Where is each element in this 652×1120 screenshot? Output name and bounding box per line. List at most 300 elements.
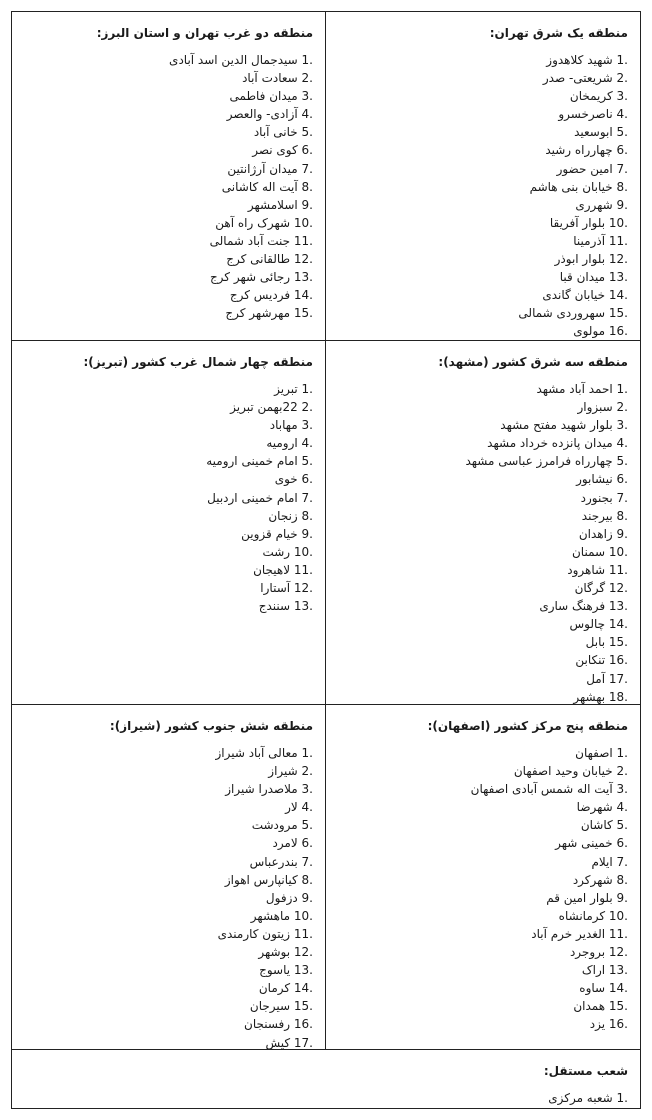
list-item bbox=[20, 1034, 313, 1050]
item-number: 14. bbox=[608, 981, 628, 996]
branch-name: فردیس کرج bbox=[229, 288, 291, 303]
branch-name: شهید کلاهدوز bbox=[546, 53, 613, 67]
branch-name: سعادت آباد bbox=[242, 71, 298, 86]
branch-name: میدان پانزده خرداد مشهد bbox=[487, 436, 613, 451]
list-item bbox=[334, 744, 628, 762]
item-number: 6. bbox=[301, 472, 313, 487]
branch-name: دزفول bbox=[265, 890, 298, 905]
branch-name: زیتون کارمندی bbox=[217, 926, 291, 941]
branch-name: رجائی شهر کرج bbox=[209, 270, 291, 285]
list-item bbox=[20, 507, 313, 525]
branch-list bbox=[334, 380, 628, 704]
list-item bbox=[20, 762, 313, 780]
branch-name: کرمان bbox=[258, 981, 291, 996]
branch-name: کریمخان bbox=[569, 89, 613, 104]
item-number: 6. bbox=[616, 836, 628, 851]
list-item bbox=[20, 816, 313, 834]
item-number: 2. bbox=[616, 71, 628, 86]
region-cell bbox=[326, 341, 640, 704]
item-number: 13. bbox=[608, 599, 628, 614]
branch-name: شهرکرد bbox=[572, 872, 613, 887]
item-number: 9. bbox=[616, 890, 628, 905]
branch-name: بلوار آفریقا bbox=[549, 215, 606, 230]
item-number: 8. bbox=[301, 179, 313, 194]
item-number: 17. bbox=[293, 1035, 313, 1049]
item-number: 16. bbox=[293, 1017, 313, 1032]
list-item bbox=[20, 798, 313, 816]
item-number: 10. bbox=[608, 215, 628, 230]
branch-name: امین حضور bbox=[556, 161, 613, 176]
branch-name: بلوار ابوذر bbox=[554, 252, 606, 267]
branch-name: بندرعباس bbox=[249, 854, 298, 869]
item-number: 6. bbox=[301, 836, 313, 851]
branch-table bbox=[11, 11, 641, 1109]
list-item bbox=[20, 997, 313, 1015]
branch-name: بیرجند bbox=[581, 508, 613, 523]
item-number: 7. bbox=[616, 490, 628, 505]
item-number: 15. bbox=[608, 999, 628, 1014]
list-item bbox=[20, 470, 313, 488]
branch-name: شاهرود bbox=[567, 562, 606, 577]
branch-name: الغدیر خرم آباد bbox=[531, 926, 606, 941]
item-number: 5. bbox=[301, 125, 313, 140]
item-number: 1. bbox=[301, 53, 313, 67]
list-item bbox=[334, 907, 628, 925]
item-number: 8. bbox=[301, 872, 313, 887]
region-cell bbox=[326, 705, 640, 1049]
branch-name: کیانپارس اهواز bbox=[224, 872, 298, 887]
item-number: 3. bbox=[616, 89, 628, 104]
branch-name: زنجان bbox=[268, 508, 298, 523]
branch-name: یزد bbox=[589, 1017, 606, 1032]
branch-name: آذرمینا bbox=[573, 233, 606, 248]
list-item bbox=[334, 268, 628, 286]
item-number: 5. bbox=[616, 818, 628, 833]
region-title: منطقه یک شرق تهران: bbox=[489, 26, 628, 40]
item-number: 15. bbox=[608, 306, 628, 321]
item-number: 4. bbox=[301, 436, 313, 451]
item-number: 5. bbox=[301, 454, 313, 469]
item-number: 1. bbox=[616, 53, 628, 67]
list-item bbox=[20, 434, 313, 452]
region-title: منطقه سه شرق کشور (مشهد): bbox=[438, 355, 628, 369]
branch-name: امام خمینی اردبیل bbox=[207, 490, 298, 505]
list-item bbox=[20, 214, 313, 232]
branch-name: شهرضا bbox=[576, 800, 613, 815]
item-number: 15. bbox=[293, 306, 313, 321]
branch-name: بلوار امین قم bbox=[546, 890, 613, 905]
branch-name: آستارا bbox=[260, 581, 291, 596]
item-number: 6. bbox=[616, 143, 628, 158]
item-number: 1. bbox=[301, 746, 313, 760]
branch-name: مهاباد bbox=[269, 418, 298, 433]
branch-name: کیش bbox=[265, 1035, 291, 1049]
item-number: 11. bbox=[608, 562, 628, 577]
branch-name: سیرجان bbox=[249, 999, 291, 1014]
list-item bbox=[334, 304, 628, 322]
branch-list bbox=[20, 744, 313, 1049]
list-item bbox=[334, 688, 628, 704]
region-title: منطقه چهار شمال غرب کشور (تبریز): bbox=[83, 355, 313, 369]
branch-name: کاشان bbox=[580, 818, 613, 833]
list-item bbox=[20, 123, 313, 141]
item-number: 16. bbox=[608, 653, 628, 668]
region-cell bbox=[12, 12, 326, 340]
item-number: 16. bbox=[608, 1017, 628, 1032]
list-item bbox=[334, 561, 628, 579]
branch-name: مرودشت bbox=[251, 818, 298, 833]
item-number: 7. bbox=[301, 490, 313, 505]
list-item bbox=[20, 579, 313, 597]
list-item bbox=[334, 470, 628, 488]
item-number: 7. bbox=[616, 161, 628, 176]
branch-name: شیراز bbox=[268, 764, 298, 779]
branch-name: خمینی شهر bbox=[555, 836, 613, 851]
item-number: 5. bbox=[616, 454, 628, 469]
list-item bbox=[334, 416, 628, 434]
branch-name: رشت bbox=[262, 544, 291, 559]
branch-name: شعبه مرکزی bbox=[548, 1091, 613, 1105]
branch-name: احمد آباد مشهد bbox=[536, 382, 613, 396]
item-number: 4. bbox=[301, 107, 313, 122]
item-number: 3. bbox=[301, 782, 313, 797]
item-number: 8. bbox=[616, 179, 628, 194]
item-number: 14. bbox=[293, 288, 313, 303]
list-item bbox=[20, 744, 313, 762]
branch-name: 22بهمن تبریز bbox=[230, 400, 298, 415]
item-number: 10. bbox=[293, 908, 313, 923]
branch-name: ماهشهر bbox=[250, 908, 291, 923]
list-item bbox=[20, 889, 313, 907]
branch-name: سمنان bbox=[571, 544, 606, 559]
branch-name: تبریز bbox=[274, 382, 298, 396]
branch-list bbox=[334, 744, 628, 1034]
region-title: منطقه دو غرب تهران و استان البرز: bbox=[96, 26, 313, 40]
item-number: 8. bbox=[301, 508, 313, 523]
branch-name: سهروردی شمالی bbox=[518, 306, 606, 321]
branch-name: خیابان بنی هاشم bbox=[529, 179, 613, 194]
item-number: 11. bbox=[608, 233, 628, 248]
table-row bbox=[12, 1050, 640, 1108]
item-number: 7. bbox=[301, 854, 313, 869]
list-item bbox=[20, 561, 313, 579]
branch-name: نیشابور bbox=[576, 472, 613, 487]
item-number: 5. bbox=[616, 125, 628, 140]
item-number: 3. bbox=[616, 782, 628, 797]
branch-name: بروجرد bbox=[569, 945, 606, 960]
list-item bbox=[334, 160, 628, 178]
branch-name: لار bbox=[285, 800, 298, 815]
item-number: 2. bbox=[301, 71, 313, 86]
branch-name: لاهیجان bbox=[253, 562, 291, 577]
item-number: 4. bbox=[616, 107, 628, 122]
item-number: 13. bbox=[293, 963, 313, 978]
list-item bbox=[334, 871, 628, 889]
list-item bbox=[334, 762, 628, 780]
list-item bbox=[334, 780, 628, 798]
branch-name: ارومیه bbox=[266, 436, 298, 451]
list-item bbox=[334, 633, 628, 651]
item-number: 9. bbox=[301, 526, 313, 541]
branch-name: تنکابن bbox=[575, 653, 606, 668]
branch-list bbox=[334, 51, 628, 340]
branch-name: آیت اله شمس آبادی اصفهان bbox=[470, 782, 613, 797]
branch-name: ابوسعید bbox=[574, 125, 613, 140]
list-item bbox=[20, 69, 313, 87]
branch-name: ایلام bbox=[591, 854, 613, 869]
list-item bbox=[20, 979, 313, 997]
list-item bbox=[334, 141, 628, 159]
branch-list bbox=[20, 51, 313, 322]
branch-name: سبزوار bbox=[577, 400, 613, 415]
item-number: 3. bbox=[616, 418, 628, 433]
list-item bbox=[20, 268, 313, 286]
list-item bbox=[334, 597, 628, 615]
list-item bbox=[334, 615, 628, 633]
list-item bbox=[20, 943, 313, 961]
branch-name: چهارراه فرامرز عباسی مشهد bbox=[465, 454, 613, 469]
item-number: 2. bbox=[301, 764, 313, 779]
item-number: 13. bbox=[293, 599, 313, 614]
list-item bbox=[334, 232, 628, 250]
item-number: 12. bbox=[608, 252, 628, 267]
list-item bbox=[20, 160, 313, 178]
list-item bbox=[334, 834, 628, 852]
list-item bbox=[334, 286, 628, 304]
branch-name: کرمانشاه bbox=[558, 908, 606, 923]
list-item bbox=[20, 51, 313, 69]
branch-name: خیام قزوین bbox=[241, 526, 298, 541]
list-item bbox=[20, 489, 313, 507]
list-item bbox=[20, 1015, 313, 1033]
table-row bbox=[12, 705, 640, 1050]
item-number: 4. bbox=[616, 436, 628, 451]
branch-name: بجنورد bbox=[580, 490, 613, 505]
item-number: 9. bbox=[616, 197, 628, 212]
item-number: 4. bbox=[301, 800, 313, 815]
branch-name: خیابان وحید اصفهان bbox=[513, 764, 613, 779]
branch-list bbox=[20, 380, 313, 615]
item-number: 10. bbox=[608, 544, 628, 559]
item-number: 15. bbox=[293, 999, 313, 1014]
item-number: 18. bbox=[608, 689, 628, 704]
branch-name: کوی نصر bbox=[252, 143, 298, 158]
item-number: 12. bbox=[293, 581, 313, 596]
region-cell bbox=[12, 705, 326, 1049]
branch-name: سنندج bbox=[258, 599, 291, 614]
list-item bbox=[334, 250, 628, 268]
item-number: 9. bbox=[616, 526, 628, 541]
list-item bbox=[20, 141, 313, 159]
list-item bbox=[20, 925, 313, 943]
branch-name: یاسوج bbox=[259, 963, 291, 978]
list-item bbox=[334, 525, 628, 543]
branch-name: میدان قبا bbox=[559, 270, 606, 285]
list-item bbox=[20, 871, 313, 889]
item-number: 1. bbox=[616, 382, 628, 396]
list-item bbox=[334, 925, 628, 943]
branch-name: گرگان bbox=[574, 581, 606, 596]
list-item bbox=[334, 579, 628, 597]
item-number: 4. bbox=[616, 800, 628, 815]
item-number: 10. bbox=[293, 215, 313, 230]
region-cell bbox=[326, 12, 640, 340]
list-item bbox=[20, 232, 313, 250]
list-item bbox=[334, 69, 628, 87]
branch-name: ناصرخسرو bbox=[558, 107, 613, 122]
list-item bbox=[334, 123, 628, 141]
item-number: 2. bbox=[616, 764, 628, 779]
item-number: 11. bbox=[293, 926, 313, 941]
list-item bbox=[20, 416, 313, 434]
list-item bbox=[20, 543, 313, 561]
list-item bbox=[20, 525, 313, 543]
branch-name: بلوار شهید مفتح مشهد bbox=[500, 418, 613, 433]
item-number: 7. bbox=[301, 161, 313, 176]
item-number: 11. bbox=[293, 562, 313, 577]
table-row bbox=[12, 12, 640, 341]
list-item bbox=[334, 507, 628, 525]
list-item bbox=[20, 380, 313, 398]
list-item bbox=[334, 979, 628, 997]
branch-name: آیت اله کاشانی bbox=[221, 179, 298, 194]
item-number: 1. bbox=[616, 1091, 628, 1105]
item-number: 12. bbox=[608, 945, 628, 960]
table-row bbox=[12, 341, 640, 705]
item-number: 9. bbox=[301, 890, 313, 905]
branch-name: آمل bbox=[586, 671, 606, 686]
item-number: 3. bbox=[301, 418, 313, 433]
list-item bbox=[20, 196, 313, 214]
list-item bbox=[20, 304, 313, 322]
list-item bbox=[20, 178, 313, 196]
list-item bbox=[334, 434, 628, 452]
branch-name: خیابان گاندی bbox=[542, 288, 606, 303]
region-title: شعب مستقل: bbox=[543, 1064, 628, 1078]
item-number: 12. bbox=[293, 252, 313, 267]
item-number: 16. bbox=[608, 324, 628, 339]
list-item bbox=[334, 961, 628, 979]
item-number: 14. bbox=[293, 981, 313, 996]
list-item bbox=[334, 889, 628, 907]
branch-name: بابل bbox=[585, 635, 606, 650]
branch-name: فرهنگ ساری bbox=[539, 599, 606, 614]
branch-name: شریعتی- صدر bbox=[542, 71, 613, 86]
list-item bbox=[334, 380, 628, 398]
list-item bbox=[334, 489, 628, 507]
item-number: 10. bbox=[608, 908, 628, 923]
list-item bbox=[334, 196, 628, 214]
item-number: 5. bbox=[301, 818, 313, 833]
region-title: منطقه شش جنوب کشور (شیراز): bbox=[109, 719, 313, 733]
item-number: 8. bbox=[616, 508, 628, 523]
list-item bbox=[20, 907, 313, 925]
branch-name: خانی آباد bbox=[253, 125, 298, 140]
branch-name: امام خمینی ارومیه bbox=[206, 454, 298, 469]
list-item bbox=[20, 597, 313, 615]
item-number: 15. bbox=[608, 635, 628, 650]
item-number: 12. bbox=[293, 945, 313, 960]
list-item bbox=[20, 250, 313, 268]
branch-name: ساوه bbox=[579, 981, 606, 996]
item-number: 9. bbox=[301, 197, 313, 212]
branch-name: بهشهر bbox=[573, 689, 606, 704]
item-number: 6. bbox=[301, 143, 313, 158]
item-number: 2. bbox=[616, 400, 628, 415]
list-item bbox=[20, 286, 313, 304]
list-item bbox=[334, 178, 628, 196]
item-number: 12. bbox=[608, 581, 628, 596]
item-number: 13. bbox=[608, 270, 628, 285]
branch-list bbox=[20, 1089, 628, 1107]
item-number: 13. bbox=[293, 270, 313, 285]
list-item bbox=[20, 853, 313, 871]
list-item bbox=[334, 105, 628, 123]
list-item bbox=[334, 670, 628, 688]
item-number: 10. bbox=[293, 544, 313, 559]
item-number: 1. bbox=[301, 382, 313, 396]
branch-name: آزادی- والعصر bbox=[226, 107, 298, 122]
list-item bbox=[334, 816, 628, 834]
list-item bbox=[334, 651, 628, 669]
region-cell bbox=[12, 1050, 640, 1108]
list-item bbox=[334, 87, 628, 105]
item-number: 14. bbox=[608, 288, 628, 303]
list-item bbox=[20, 780, 313, 798]
branch-name: جنت آباد شمالی bbox=[209, 233, 291, 248]
item-number: 14. bbox=[608, 617, 628, 632]
list-item bbox=[334, 51, 628, 69]
list-item bbox=[20, 452, 313, 470]
item-number: 3. bbox=[301, 89, 313, 104]
branch-name: شهرری bbox=[575, 197, 613, 212]
branch-name: رفسنجان bbox=[244, 1017, 291, 1032]
list-item bbox=[334, 452, 628, 470]
branch-name: معالی آباد شیراز bbox=[215, 746, 298, 760]
branch-name: چالوس bbox=[569, 617, 606, 632]
list-item bbox=[20, 105, 313, 123]
branch-name: خوی bbox=[274, 472, 298, 487]
region-title: منطقه پنج مرکز کشور (اصفهان): bbox=[427, 719, 628, 733]
item-number: 13. bbox=[608, 963, 628, 978]
list-item bbox=[20, 87, 313, 105]
list-item bbox=[20, 961, 313, 979]
list-item bbox=[334, 943, 628, 961]
branch-name: شهرک راه آهن bbox=[215, 215, 291, 230]
list-item bbox=[20, 834, 313, 852]
item-number: 7. bbox=[616, 854, 628, 869]
item-number: 17. bbox=[608, 671, 628, 686]
item-number: 1. bbox=[616, 746, 628, 760]
list-item bbox=[20, 1089, 628, 1107]
list-item bbox=[334, 322, 628, 340]
list-item bbox=[334, 853, 628, 871]
list-item bbox=[334, 543, 628, 561]
branch-name: اصفهان bbox=[575, 746, 613, 760]
item-number: 6. bbox=[616, 472, 628, 487]
branch-name: همدان bbox=[573, 999, 606, 1014]
list-item bbox=[334, 398, 628, 416]
branch-name: سیدجمال الدین اسد آبادی bbox=[169, 53, 298, 67]
list-item bbox=[20, 398, 313, 416]
item-number: 2. bbox=[301, 400, 313, 415]
branch-name: مولوی bbox=[573, 324, 606, 339]
branch-name: طالقانی کرج bbox=[226, 252, 291, 267]
item-number: 11. bbox=[608, 926, 628, 941]
branch-name: اراک bbox=[581, 963, 606, 978]
item-number: 8. bbox=[616, 872, 628, 887]
branch-name: میدان آرژانتین bbox=[227, 161, 298, 176]
